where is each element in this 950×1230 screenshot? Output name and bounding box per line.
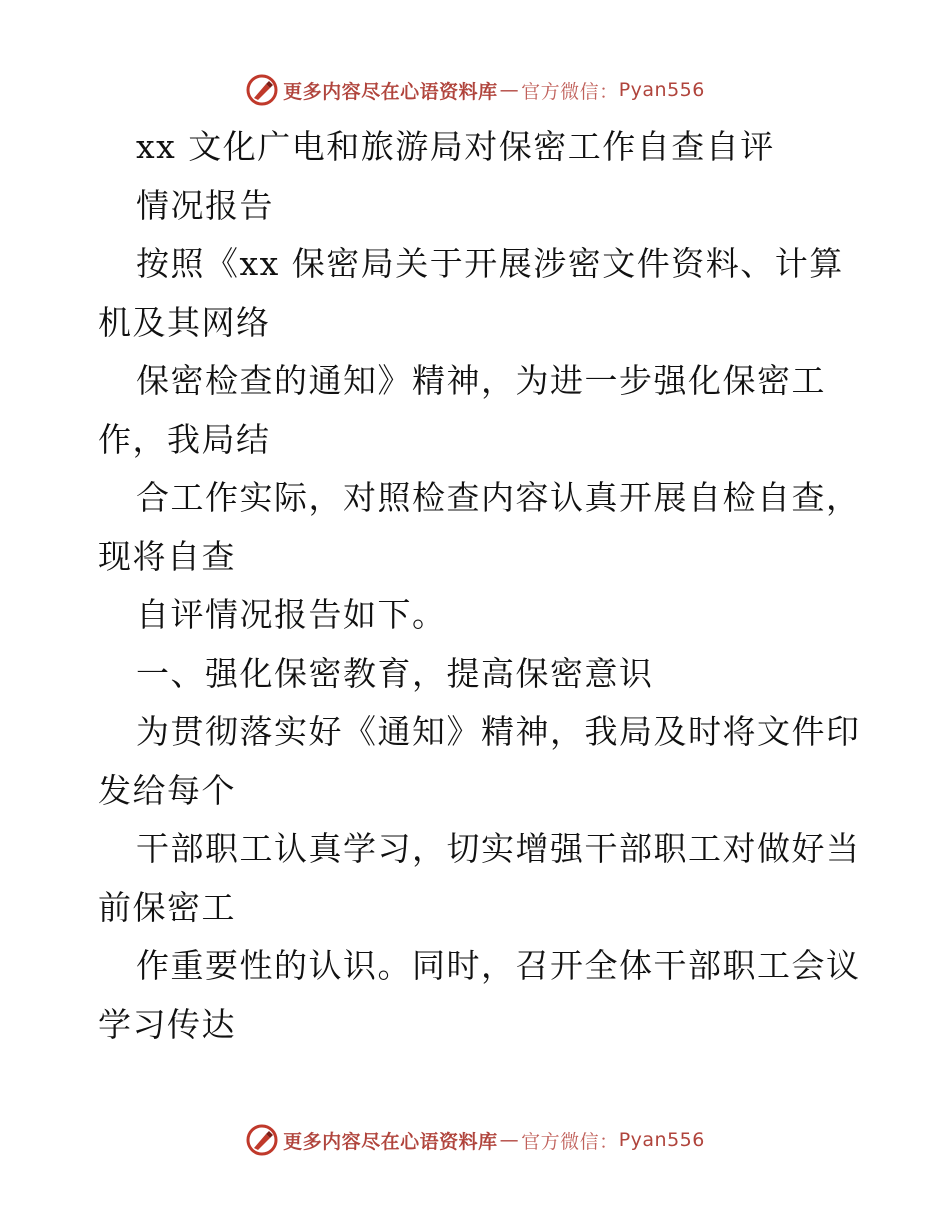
document-line: 保密检查的通知》精神，为进一步强化保密工 <box>136 361 826 400</box>
document-line: 为贯彻落实好《通知》精神，我局及时将文件印 <box>136 712 861 751</box>
document-line: 合工作实际，对照检查内容认真开展自检自查， <box>136 478 861 517</box>
watermark-main-text: 更多内容尽在心语资料库 <box>283 1130 498 1153</box>
document-body <box>98 118 861 1054</box>
document-line: 现将自查 <box>98 536 236 576</box>
header-watermark <box>0 70 950 110</box>
watermark-account: Pyan556 <box>618 79 705 101</box>
watermark-official-label: 官方微信： <box>521 80 619 103</box>
pen-circle-logo-icon <box>245 1123 279 1157</box>
document-line: 按照《xx 保密局关于开展涉密文件资料、计算 <box>136 244 844 283</box>
document-line: 一、强化保密教育，提高保密意识 <box>136 653 654 693</box>
document-line: 作，我局结 <box>98 419 271 459</box>
document-line: 机及其网络 <box>98 302 271 342</box>
document-line: 前保密工 <box>98 887 236 927</box>
watermark-main-text: 更多内容尽在心语资料库 <box>283 80 498 103</box>
pen-circle-logo-icon <box>245 73 279 107</box>
document-line: 干部职工认真学习，切实增强干部职工对做好当 <box>136 829 861 868</box>
watermark-official-label: 官方微信： <box>521 1130 619 1153</box>
document-line: 情况报告 <box>136 185 274 225</box>
document-line: xx 文化广电和旅游局对保密工作自查自评 <box>136 127 775 166</box>
document-line: 自评情况报告如下。 <box>136 595 447 634</box>
watermark-account: Pyan556 <box>618 1129 705 1151</box>
document-line: 作重要性的认识。同时，召开全体干部职工会议 <box>136 946 861 985</box>
document-line: 学习传达 <box>98 1004 236 1044</box>
document-line: 发给每个 <box>98 770 236 810</box>
watermark-dash: — <box>499 1129 520 1151</box>
watermark-dash: — <box>499 79 520 101</box>
footer-watermark <box>0 1120 950 1160</box>
